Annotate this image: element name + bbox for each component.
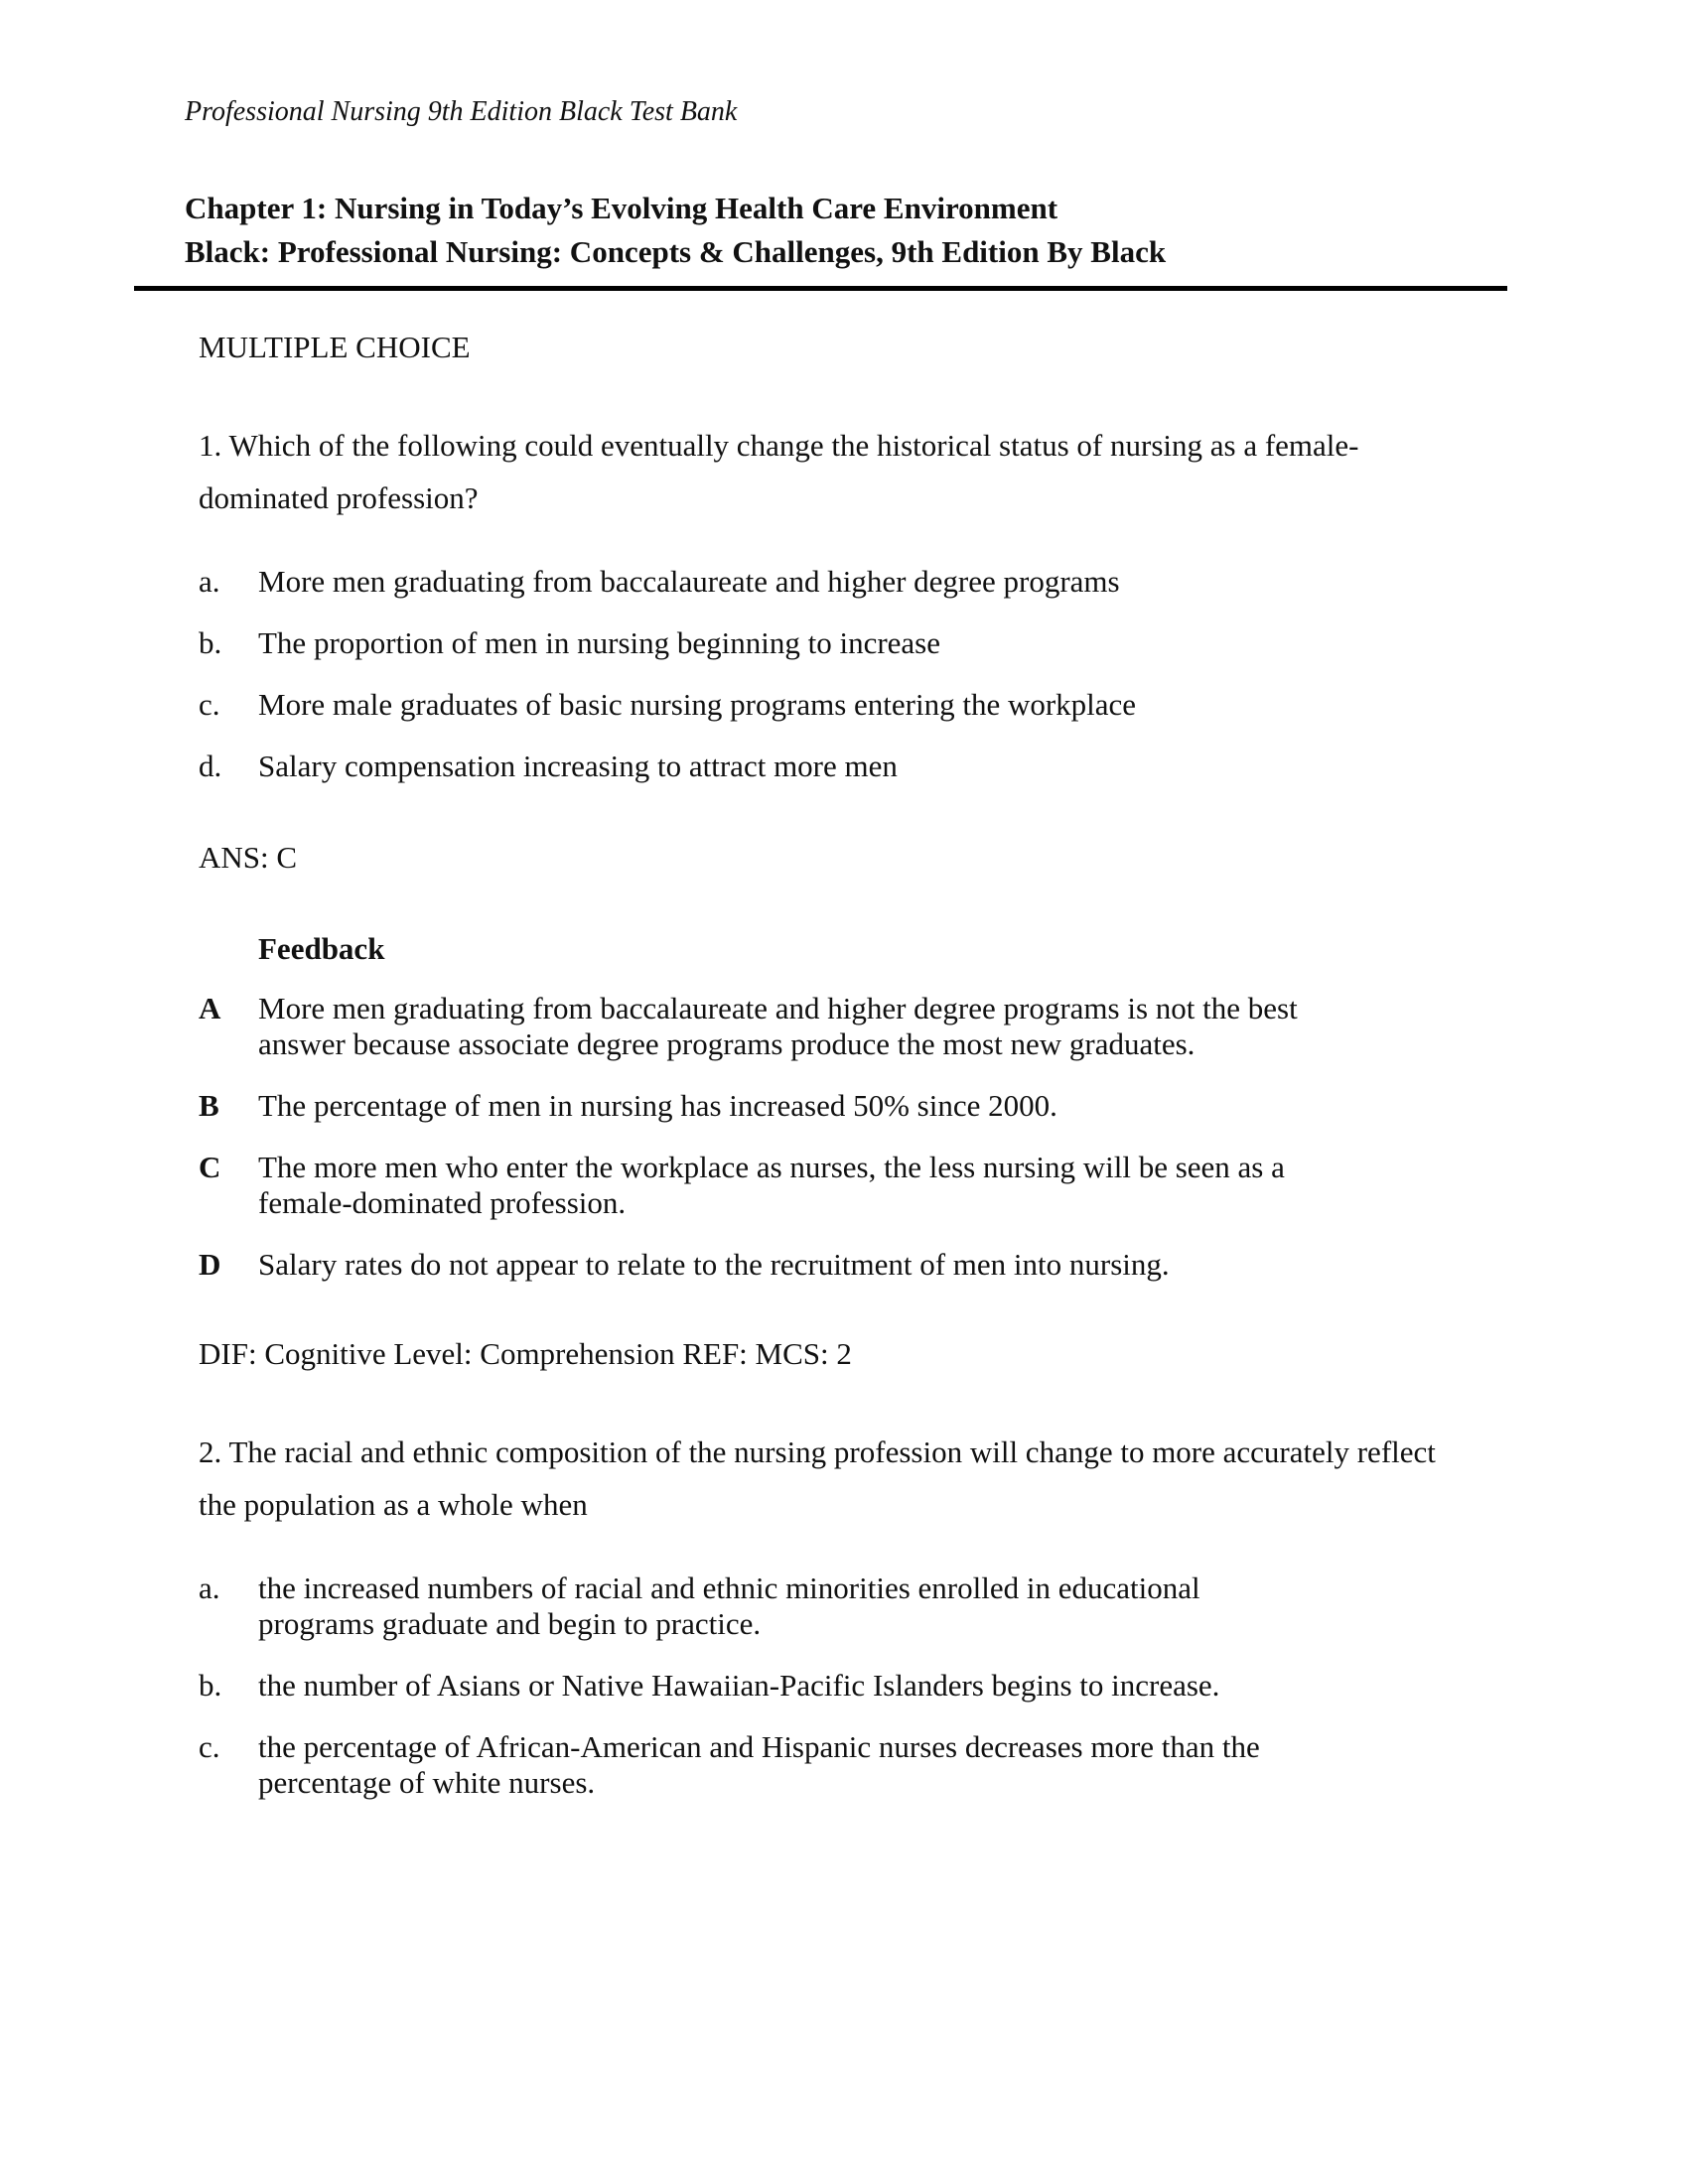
page-content bbox=[199, 328, 1479, 1827]
choice-letter: b. bbox=[199, 1668, 222, 1703]
choice-item bbox=[199, 749, 1479, 784]
running-header: Professional Nursing 9th Edition Black Test Bank bbox=[185, 96, 738, 127]
header-rule bbox=[134, 286, 1507, 291]
choice-text: The proportion of men in nursing beginning to increase bbox=[258, 625, 941, 660]
choice-list bbox=[199, 1570, 1479, 1801]
choice-item bbox=[199, 564, 1479, 600]
feedback-text: More men graduating from baccalaureate and higher degree programs is not the best answer because associate degree programs produce the most new graduates. bbox=[258, 991, 1298, 1061]
feedback-letter: A bbox=[199, 991, 221, 1025]
feedback-item bbox=[199, 991, 1479, 1062]
question-stem: 2. The racial and ethnic composition of the nursing profession will change to more accurately reflect the population as a whole when bbox=[199, 1434, 1436, 1522]
feedback-heading: Feedback bbox=[258, 931, 385, 966]
choice-item bbox=[199, 625, 1479, 661]
book-title: Black: Professional Nursing: Concepts & Challenges, 9th Edition By Black bbox=[185, 234, 1167, 269]
answer-key: ANS: C bbox=[199, 840, 298, 875]
feedback-list bbox=[199, 991, 1479, 1283]
choice-text: More men graduating from baccalaureate and higher degree programs bbox=[258, 564, 1120, 599]
feedback-text: The percentage of men in nursing has increased 50% since 2000. bbox=[258, 1088, 1057, 1123]
section-title: MULTIPLE CHOICE bbox=[199, 330, 471, 364]
feedback-text: The more men who enter the workplace as nurses, the less nursing will be seen as a female-dominated profession. bbox=[258, 1150, 1285, 1220]
choice-text: More male graduates of basic nursing programs entering the workplace bbox=[258, 687, 1137, 722]
feedback-letter: D bbox=[199, 1247, 221, 1282]
choice-item bbox=[199, 1668, 1479, 1704]
choice-text: the increased numbers of racial and ethnic minorities enrolled in educational programs graduate and begin to practice. bbox=[258, 1570, 1200, 1641]
question-1 bbox=[199, 419, 1479, 1374]
chapter-title: Chapter 1: Nursing in Today’s Evolving Health Care Environment bbox=[185, 191, 1058, 225]
choice-list bbox=[199, 564, 1479, 784]
choice-letter: c. bbox=[199, 1729, 220, 1764]
choice-letter: a. bbox=[199, 564, 220, 599]
choice-item bbox=[199, 1570, 1479, 1642]
choice-text: the number of Asians or Native Hawaiian-Pacific Islanders begins to increase. bbox=[258, 1668, 1220, 1703]
feedback-text: Salary rates do not appear to relate to the recruitment of men into nursing. bbox=[258, 1247, 1170, 1282]
choice-text: Salary compensation increasing to attract more men bbox=[258, 749, 898, 783]
question-metadata: DIF: Cognitive Level: Comprehension REF: MCS: 2 bbox=[199, 1336, 852, 1371]
choice-letter: c. bbox=[199, 687, 220, 722]
feedback-item bbox=[199, 1247, 1479, 1283]
feedback-letter: B bbox=[199, 1088, 219, 1123]
chapter-heading bbox=[185, 187, 1166, 274]
feedback-item bbox=[199, 1088, 1479, 1124]
choice-letter: a. bbox=[199, 1570, 220, 1605]
choice-text: the percentage of African-American and Hispanic nurses decreases more than the percentage of white nurses. bbox=[258, 1729, 1260, 1800]
choice-letter: d. bbox=[199, 749, 222, 783]
question-2 bbox=[199, 1426, 1479, 1801]
feedback-letter: C bbox=[199, 1150, 221, 1184]
question-stem: 1. Which of the following could eventually change the historical status of nursing as a female-dominated profession? bbox=[199, 428, 1359, 515]
choice-item bbox=[199, 687, 1479, 723]
choice-letter: b. bbox=[199, 625, 222, 660]
choice-item bbox=[199, 1729, 1479, 1801]
feedback-item bbox=[199, 1150, 1479, 1221]
